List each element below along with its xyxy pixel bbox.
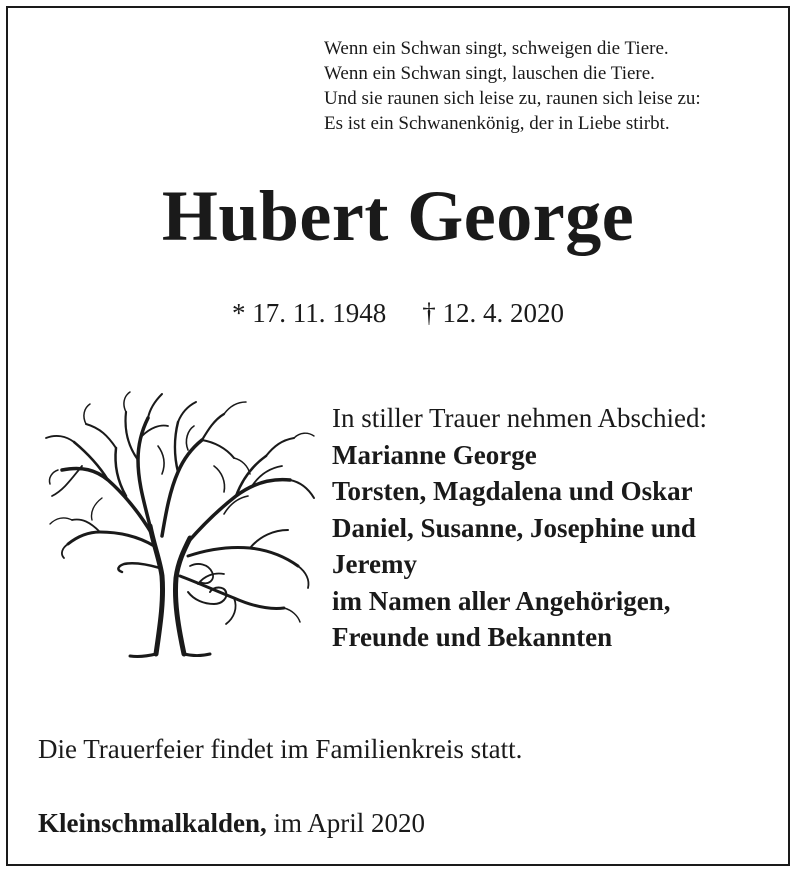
birth-date: * 17. 11. 1948 — [232, 298, 387, 328]
poem-line: Und sie raunen sich leise zu, raunen sich leise zu: — [324, 88, 701, 109]
mourner-line: Marianne George — [332, 439, 537, 470]
poem-line: Wenn ein Schwan singt, schweigen die Tiere. — [324, 38, 669, 59]
bare-tree-icon — [38, 386, 318, 658]
deceased-name: Hubert George — [161, 176, 635, 256]
ceremony-note: Die Trauerfeier findet im Familienkreis statt. — [38, 734, 523, 764]
life-dates — [8, 296, 788, 330]
mourner-line: Jeremy — [332, 549, 417, 579]
poem — [324, 36, 701, 136]
mourner-names — [332, 437, 707, 656]
notice-date: im April 2020 — [266, 808, 426, 838]
poem-line: Wenn ein Schwan singt, lauschen die Tiere. — [324, 63, 655, 84]
mourner-line: Freunde und Bekannten — [332, 622, 613, 652]
mourners-block — [332, 400, 707, 656]
mourner-line: Torsten, Magdalena und Oskar — [332, 476, 693, 506]
mourner-line: im Namen aller Angehörigen, — [332, 585, 671, 616]
poem-line: Es ist ein Schwanenkönig, der in Liebe stirbt. — [324, 113, 670, 134]
obituary-notice — [6, 6, 790, 866]
place-date-line — [38, 806, 425, 840]
mourner-line: Daniel, Susanne, Josephine und — [332, 512, 696, 543]
town-name: Kleinschmalkalden, — [38, 808, 267, 838]
farewell-intro: In stiller Trauer nehmen Abschied: — [332, 403, 707, 433]
death-date: † 12. 4. 2020 — [422, 298, 564, 328]
